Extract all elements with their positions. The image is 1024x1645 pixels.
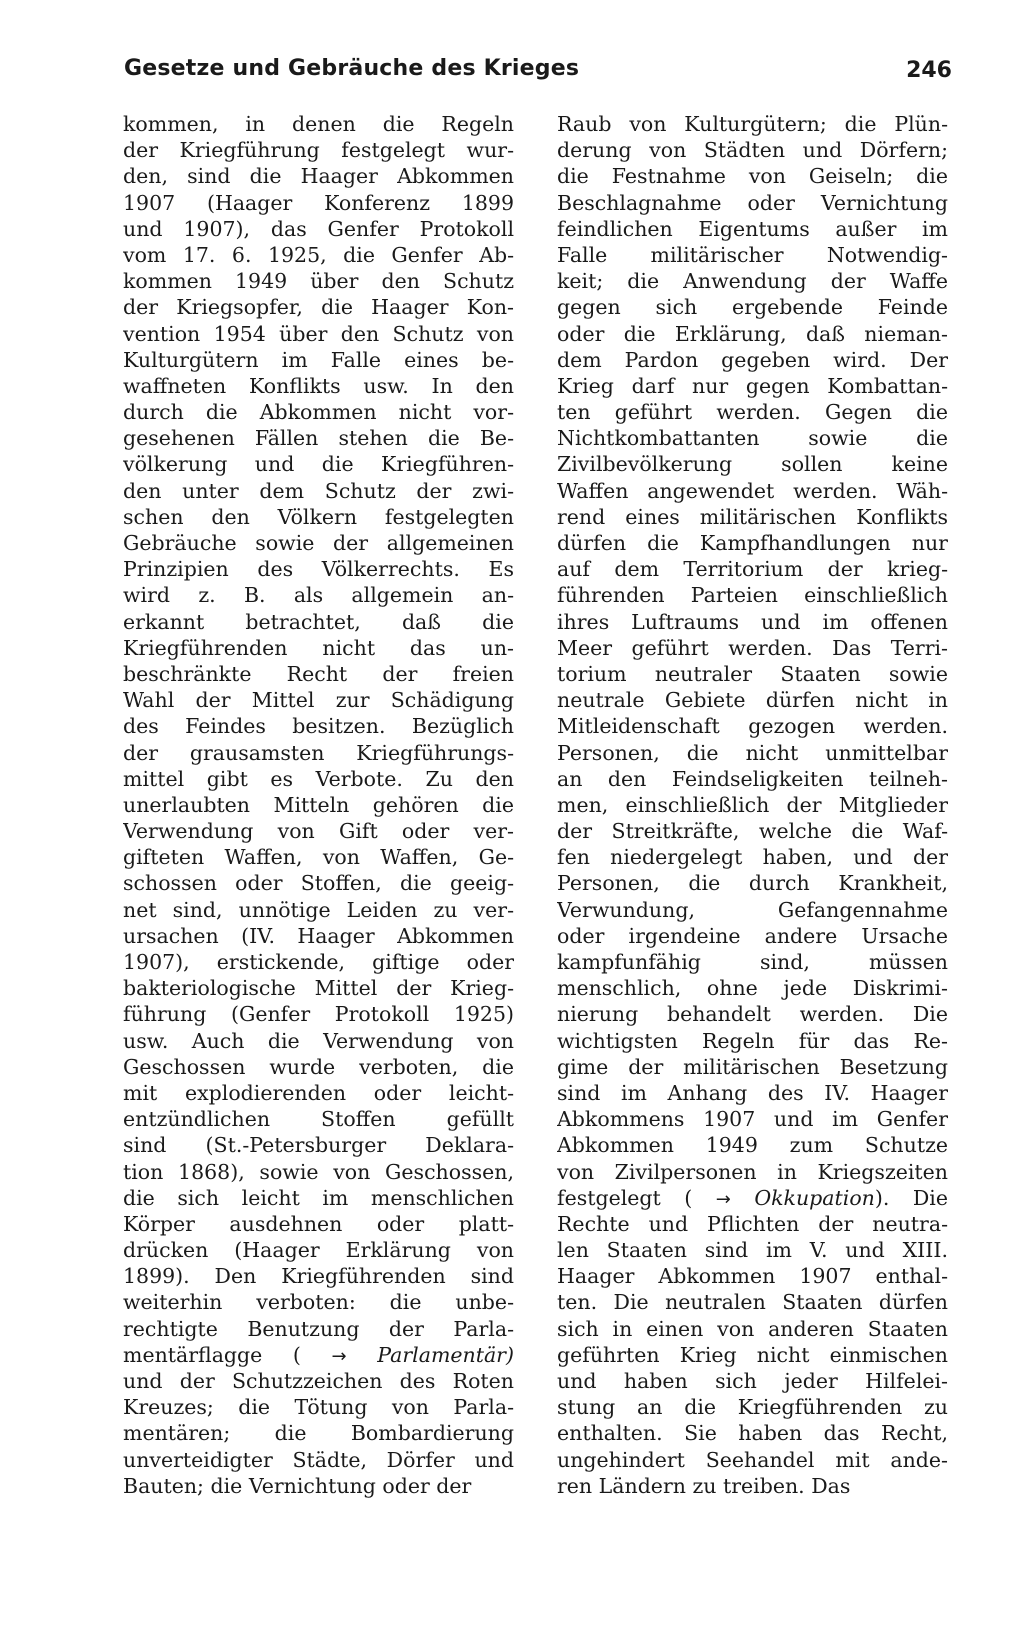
text-line: Nichtkombattanten sowie die [557, 426, 948, 451]
text-line: wird z. B. als allgemein an- [123, 583, 514, 608]
text-line: dem Pardon gegeben wird. Der [557, 347, 948, 372]
text-line: und der Schutzzeichen des Roten [123, 1369, 514, 1393]
xref-leading-text: festgelegt ( [557, 1185, 693, 1210]
text-line: Raub von Kulturgütern; die Plün- [557, 112, 948, 136]
text-line: Falle militärischer Notwendig- [557, 242, 948, 267]
text-line: Personen, die nicht unmittelbar [557, 740, 948, 765]
text-line: Waffen angewendet werden. Wäh- [557, 478, 948, 503]
text-line: ten. Die neutralen Staaten dürfen [557, 1290, 948, 1315]
text-line: entzündlichen Stoffen gefüllt [123, 1107, 514, 1132]
text-line: drücken (Haager Erklärung von [123, 1238, 514, 1263]
text-line: oder die Erklärung, daß nieman- [557, 321, 948, 346]
text-line: Körper ausdehnen oder platt- [123, 1211, 514, 1236]
left-text-column [123, 111, 514, 1499]
text-line: Verwundung, Gefangennahme [557, 897, 948, 922]
text-line: feindlichen Eigentums außer im [557, 216, 948, 241]
text-line: gegen sich ergebende Feinde [557, 295, 948, 320]
text-line: gifteten Waffen, von Waffen, Ge- [123, 845, 514, 870]
cross-reference-term[interactable]: Okkupation [754, 1185, 875, 1210]
text-line: Wahl der Mittel zur Schädigung [123, 688, 514, 713]
text-line: Beschlagnahme oder Vernichtung [557, 190, 948, 215]
text-line: führenden Parteien einschließlich [557, 583, 948, 608]
text-line: der Kriegführung festgelegt wur- [123, 138, 514, 163]
text-line: keit; die Anwendung der Waffe [557, 269, 948, 294]
text-line: torium neutraler Staaten sowie [557, 661, 948, 686]
text-line: Abkommens 1907 und im Genfer [557, 1107, 948, 1132]
cross-reference-arrow-icon: → [331, 1345, 347, 1367]
text-line: der Kriegsopfer, die Haager Kon- [123, 295, 514, 320]
text-line: die Festnahme von Geiseln; die [557, 164, 948, 189]
text-line: waffneten Konflikts usw. In den [123, 373, 514, 398]
page-number: 246 [906, 58, 952, 83]
text-line: mentären; die Bombardierung [123, 1421, 514, 1446]
text-line: kampfunfähig sind, müssen [557, 950, 948, 974]
text-line: ungehindert Seehandel mit ande- [557, 1447, 948, 1472]
text-line: beschränkte Recht der freien [123, 661, 514, 686]
text-line: vention 1954 über den Schutz von [123, 321, 514, 346]
text-line: menschlich, ohne jede Diskrimi- [557, 976, 948, 1001]
text-line: Rechte und Pflichten der neutra- [557, 1211, 948, 1236]
text-line: rechtigte Benutzung der Parla- [123, 1316, 514, 1341]
text-line: kommen 1949 über den Schutz [123, 269, 514, 294]
xref-leading-text: mentärflagge ( [123, 1342, 301, 1367]
text-line: fen niedergelegt haben, und der [557, 845, 948, 870]
text-line: Prinzipien des Völkerrechts. Es [123, 557, 514, 582]
text-line: Kriegführenden nicht das un- [123, 635, 514, 660]
text-line: vom 17. 6. 1925, die Genfer Ab- [123, 242, 514, 267]
text-line: bakteriologische Mittel der Krieg- [123, 976, 514, 1001]
text-line: weiterhin verboten: die unbe- [123, 1290, 514, 1315]
text-line: net sind, unnötige Leiden zu ver- [123, 897, 514, 922]
text-line: und 1907), das Genfer Protokoll [123, 216, 514, 241]
text-line: völkerung und die Kriegführen- [123, 452, 514, 477]
text-line: der grausamsten Kriegführungs- [123, 740, 514, 765]
text-line: an den Feindseligkeiten teilneh- [557, 766, 948, 791]
text-line: Haager Abkommen 1907 enthal- [557, 1264, 948, 1289]
text-line: ten geführt werden. Gegen die [557, 400, 948, 425]
cross-reference-arrow-icon: → [715, 1188, 731, 1210]
text-line: ihres Luftraums und im offenen [557, 609, 948, 634]
text-line: Zivilbevölkerung sollen keine [557, 452, 948, 477]
text-line: durch die Abkommen nicht vor- [123, 400, 514, 425]
text-line: mit explodierenden oder leicht- [123, 1080, 514, 1105]
text-line: die sich leicht im menschlichen [123, 1185, 514, 1210]
text-line: enthalten. Sie haben das Recht, [557, 1421, 948, 1446]
text-line: unverteidigter Städte, Dörfer und [123, 1447, 514, 1472]
text-line: erkannt betrachtet, daß die [123, 609, 514, 634]
running-head [124, 56, 952, 92]
text-line: Mitleidenschaft gezogen werden. [557, 714, 948, 739]
text-line: Meer geführt werden. Das Terri- [557, 635, 948, 660]
text-line: dürfen die Kampfhandlungen nur [557, 531, 948, 555]
xref-trailing-text: ). Die [874, 1185, 948, 1210]
text-line: den unter dem Schutz der zwi- [123, 478, 514, 503]
text-line: ren Ländern zu treiben. Das [557, 1473, 851, 1498]
text-line: wichtigsten Regeln für das Re- [557, 1028, 948, 1053]
text-line: schen den Völkern festgelegten [123, 504, 514, 529]
text-line: sich in einen von anderen Staaten [557, 1316, 948, 1341]
text-line: von Zivilpersonen in Kriegszeiten [557, 1159, 948, 1184]
text-line: neutrale Gebiete dürfen nicht in [557, 688, 948, 713]
text-line: nierung behandelt werden. Die [557, 1002, 948, 1027]
text-line: 1907 (Haager Konferenz 1899 [123, 190, 514, 215]
text-line: Bauten; die Vernichtung oder der [123, 1473, 472, 1498]
text-line: gime der militärischen Besetzung [557, 1054, 948, 1079]
text-line: Geschossen wurde verboten, die [123, 1054, 514, 1079]
text-line: Personen, die durch Krankheit, [557, 871, 948, 896]
text-line: mittel gibt es Verbote. Zu den [123, 766, 514, 791]
text-line: sind im Anhang des IV. Haager [557, 1080, 948, 1105]
text-line: sind (St.-Petersburger Deklara- [123, 1133, 514, 1158]
text-line: auf dem Territorium der krieg- [557, 557, 948, 582]
text-line-with-cross-reference [557, 1185, 948, 1211]
text-line: und haben sich jeder Hilfelei- [557, 1369, 948, 1393]
text-line: des Feindes besitzen. Bezüglich [123, 714, 514, 739]
cross-reference-term[interactable]: Parlamentär) [377, 1342, 514, 1367]
right-text-column [557, 111, 948, 1499]
text-line: usw. Auch die Verwendung von [123, 1028, 514, 1053]
text-line: unerlaubten Mitteln gehören die [123, 792, 514, 817]
text-line: Verwendung von Gift oder ver- [123, 819, 514, 844]
text-line: Krieg darf nur gegen Kombattan- [557, 373, 948, 398]
text-line: Kulturgütern im Falle eines be- [123, 347, 514, 372]
page-header-title: Gesetze und Gebräuche des Krieges [124, 56, 580, 81]
text-line: men, einschließlich der Mitglieder [557, 792, 948, 817]
text-line: tion 1868), sowie von Geschossen, [123, 1159, 514, 1184]
text-line: den, sind die Haager Abkommen [123, 164, 514, 189]
text-line: stung an die Kriegführenden zu [557, 1395, 948, 1420]
text-line: 1907), erstickende, giftige oder [123, 950, 514, 974]
text-line: ursachen (IV. Haager Abkommen [123, 923, 514, 948]
text-line: derung von Städten und Dörfern; [557, 138, 948, 163]
text-line: Gebräuche sowie der allgemeinen [123, 531, 514, 555]
text-line: oder irgendeine andere Ursache [557, 923, 948, 948]
text-line: Kreuzes; die Tötung von Parla- [123, 1395, 514, 1420]
text-line: len Staaten sind im V. und XIII. [557, 1238, 948, 1263]
text-line: führung (Genfer Protokoll 1925) [123, 1002, 514, 1027]
text-line: Abkommen 1949 zum Schutze [557, 1133, 948, 1158]
text-line: geführten Krieg nicht einmischen [557, 1342, 948, 1367]
text-line-with-cross-reference [123, 1342, 514, 1368]
text-line: schossen oder Stoffen, die geeig- [123, 871, 514, 896]
text-line: kommen, in denen die Regeln [123, 112, 514, 136]
text-line: der Streitkräfte, welche die Waf- [557, 819, 948, 844]
text-line: 1899). Den Kriegführenden sind [123, 1264, 514, 1289]
text-line: rend eines militärischen Konflikts [557, 504, 948, 529]
text-line: gesehenen Fällen stehen die Be- [123, 426, 514, 451]
